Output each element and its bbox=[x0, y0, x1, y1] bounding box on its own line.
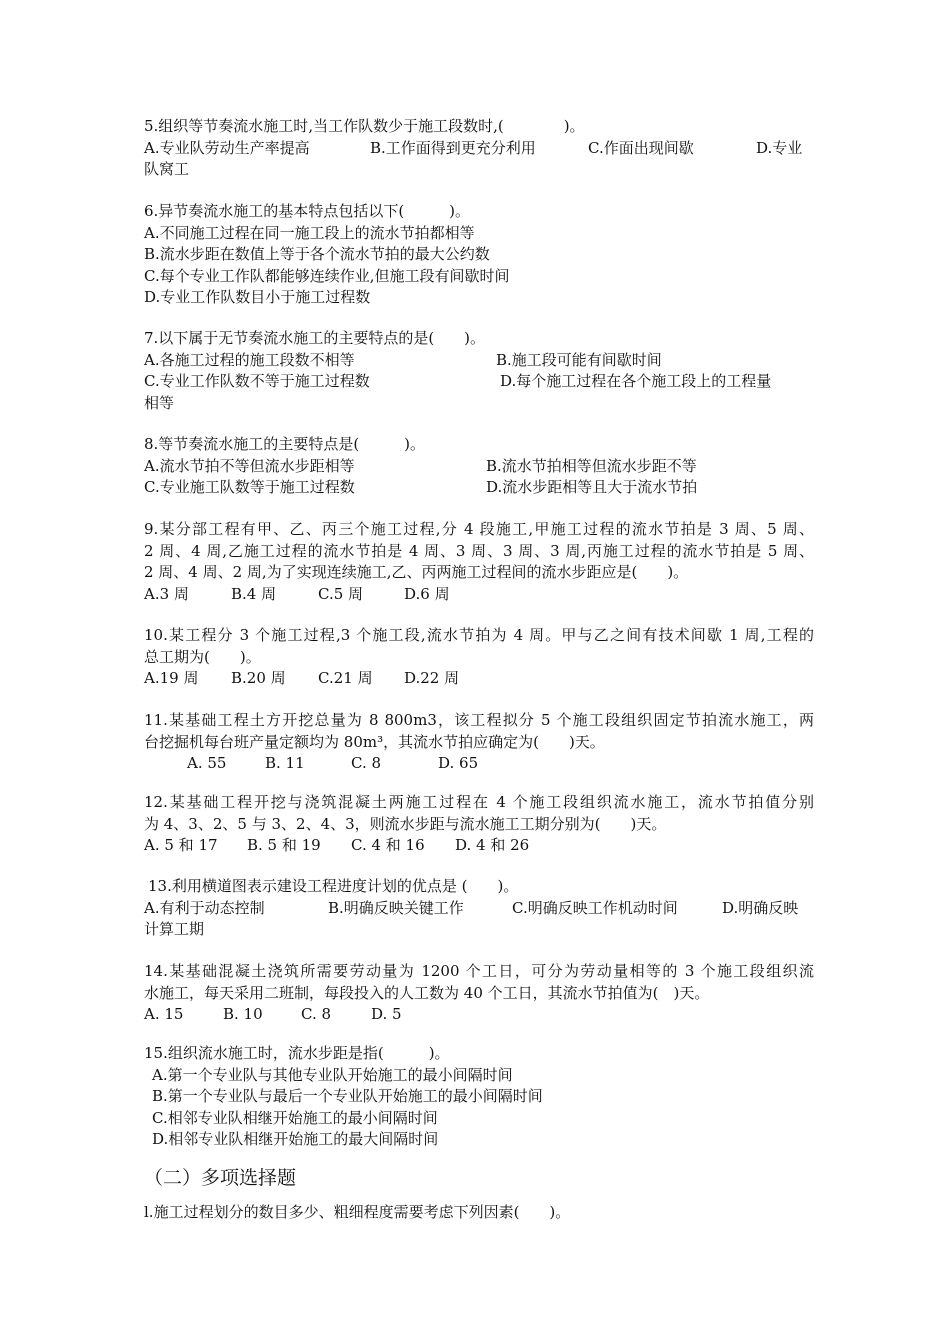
section-heading-multiple-choice: （二）多项选择题 bbox=[144, 1167, 297, 1189]
option-c: C. 8 bbox=[301, 1005, 332, 1023]
options-row bbox=[144, 138, 814, 160]
multi-question-1 bbox=[144, 1202, 814, 1224]
question-12 bbox=[144, 792, 814, 857]
option-c: C.相邻专业队相继开始施工的最小间隔时间 bbox=[152, 1108, 438, 1127]
option-b: B. 11 bbox=[265, 754, 305, 772]
question-13 bbox=[144, 876, 814, 941]
options-row bbox=[144, 668, 814, 690]
option-a: A.专业队劳动生产率提高 bbox=[144, 138, 310, 157]
options-row-1 bbox=[144, 456, 814, 478]
option-b: B. 5 和 19 bbox=[247, 836, 321, 854]
question-6 bbox=[144, 201, 814, 309]
question-stem: 6.异节奏流水施工的基本特点包括以下( )。 bbox=[144, 202, 471, 220]
option-b: B.工作面得到更充分利用 bbox=[370, 138, 536, 157]
option-c: C.5 周 bbox=[318, 584, 364, 603]
option-a: A.3 周 bbox=[144, 584, 189, 603]
option-d-continued: 相等 bbox=[144, 393, 175, 412]
question-10 bbox=[144, 625, 814, 690]
option-d: D. 65 bbox=[438, 754, 479, 772]
question-15 bbox=[144, 1043, 814, 1151]
option-b: B.第一个专业队与最后一个专业队开始施工的最小间隔时间 bbox=[152, 1087, 543, 1105]
option-c: C. 8 bbox=[351, 754, 382, 772]
option-c: C. 4 和 16 bbox=[351, 836, 425, 854]
option-c: C.作面出现间歇 bbox=[588, 138, 694, 157]
options-row-2 bbox=[144, 477, 814, 499]
question-stem: 13.利用横道图表示建设工程进度计划的优点是 ( )。 bbox=[148, 877, 519, 895]
option-c: C.21 周 bbox=[318, 669, 373, 687]
question-stem-line-1: 10.某工程分 3 个施工过程,3 个施工段,流水节拍为 4 周。甲与乙之间有技术间歇 1 周,工程的 bbox=[144, 626, 814, 644]
question-stem-line-1: 14.某基础混凝土浇筑所需要劳动量为 1200 个工日，可分为劳动量相等的 3 个施工段组织流 bbox=[144, 962, 814, 980]
question-stem: l.施工过程划分的数目多少、粗细程度需要考虑下列因素( )。 bbox=[144, 1203, 571, 1221]
question-stem-line-1: 12.某基础工程开挖与浇筑混凝土两施工过程在 4 个施工段组织流水施工，流水节拍值分别 bbox=[144, 793, 814, 811]
option-c: C.明确反映工作机动时间 bbox=[512, 898, 678, 917]
question-stem: 7.以下属于无节奏流水施工的主要特点的是( )。 bbox=[144, 329, 486, 347]
question-stem-line-2: 水施工，每天采用二班制，每段投入的人工数为 40 个工日，其流水节拍值为( )天。 bbox=[144, 983, 710, 1002]
option-d: D.22 周 bbox=[404, 669, 460, 687]
option-a: A.有利于动态控制 bbox=[144, 898, 265, 917]
options-row bbox=[144, 753, 814, 775]
question-14 bbox=[144, 961, 814, 1026]
option-b: B.流水节拍相等但流水步距不等 bbox=[486, 456, 697, 475]
options-row bbox=[144, 835, 814, 857]
option-a: A.19 周 bbox=[144, 669, 199, 687]
option-c: C.专业施工队数等于施工过程数 bbox=[144, 478, 355, 496]
question-stem: 8.等节奏流水施工的主要特点是( )。 bbox=[144, 435, 426, 453]
question-stem: 15.组织流水施工时，流水步距是指( )。 bbox=[144, 1044, 450, 1062]
question-stem-line-3: 2 周、4 周、2 周,为了实现连续施工,乙、丙两施工过程间的流水步距应是( )。 bbox=[144, 563, 689, 581]
question-stem-line-2: 2 周、4 周,乙施工过程的流水节拍是 4 周、3 周、3 周、3 周,丙施工过程的流水节拍是 5 周、 bbox=[144, 541, 814, 560]
option-d: D.流水步距相等且大于流水节拍 bbox=[486, 478, 698, 496]
option-d-continued: 计算工期 bbox=[144, 920, 205, 938]
option-d: D.6 周 bbox=[404, 584, 450, 603]
option-a: A.流水节拍不等但流水步距相等 bbox=[144, 456, 355, 475]
option-a: A.各施工过程的施工段数不相等 bbox=[144, 350, 355, 369]
question-stem-line-2: 为 4、3、2、5 与 3、2、4、3，则流水步距与流水施工工期分别为( )天。 bbox=[144, 814, 667, 833]
option-c: C.每个专业工作队都能够连续作业,但施工段有间歇时间 bbox=[144, 266, 510, 285]
option-a: A. 5 和 17 bbox=[144, 836, 218, 854]
options-row-2 bbox=[144, 371, 814, 393]
option-d-continued: 队窝工 bbox=[144, 160, 190, 178]
question-stem-line-2: 总工期为( )。 bbox=[144, 647, 261, 666]
option-b: B.20 周 bbox=[231, 669, 286, 687]
options-row bbox=[144, 1004, 814, 1026]
question-9 bbox=[144, 519, 814, 605]
option-a: A. 15 bbox=[144, 1005, 184, 1023]
option-d: D.专业工作队数目小于施工过程数 bbox=[144, 288, 371, 306]
option-d: D.每个施工过程在各个施工段上的工程量 bbox=[500, 372, 772, 390]
option-b: B. 10 bbox=[223, 1005, 263, 1023]
option-b: B.施工段可能有间歇时间 bbox=[496, 350, 662, 369]
option-d: D.相邻专业队相继开始施工的最大间隔时间 bbox=[152, 1130, 439, 1148]
options-row-1 bbox=[144, 350, 814, 372]
option-d: D.专业 bbox=[756, 138, 803, 157]
question-5 bbox=[144, 116, 814, 181]
question-stem-line-2: 台挖掘机每台班产量定额均为 80m³，其流水节拍应确定为( )天。 bbox=[144, 732, 605, 751]
option-b: B.4 周 bbox=[231, 584, 277, 603]
question-7 bbox=[144, 328, 814, 414]
question-8 bbox=[144, 434, 814, 499]
option-b: B.明确反映关键工作 bbox=[328, 898, 464, 917]
options-row bbox=[144, 898, 814, 920]
options-row bbox=[144, 584, 814, 606]
option-d: D. 5 bbox=[371, 1005, 402, 1023]
option-a: A.不同施工过程在同一施工段上的流水节拍都相等 bbox=[144, 223, 475, 242]
option-a: A. 55 bbox=[187, 754, 227, 772]
option-d: D. 4 和 26 bbox=[455, 836, 530, 854]
option-d: D.明确反映 bbox=[722, 898, 799, 917]
option-b: B.流水步距在数值上等于各个流水节拍的最大公约数 bbox=[144, 245, 490, 263]
question-11 bbox=[144, 710, 814, 775]
option-c: C.专业工作队数不等于施工过程数 bbox=[144, 372, 370, 390]
option-a: A.第一个专业队与其他专业队开始施工的最小间隔时间 bbox=[152, 1065, 513, 1084]
question-stem-line-1: 11.某基础工程土方开挖总量为 8 800m3，该工程拟分 5 个施工段组织固定节拍流水施工，两 bbox=[144, 711, 814, 729]
question-stem: 5.组织等节奏流水施工时,当工作队数少于施工段数时,( )。 bbox=[144, 117, 585, 135]
question-stem-line-1: 9.某分部工程有甲、乙、丙三个施工过程,分 4 段施工,甲施工过程的流水节拍是 3 周、5 周、 bbox=[144, 520, 814, 538]
